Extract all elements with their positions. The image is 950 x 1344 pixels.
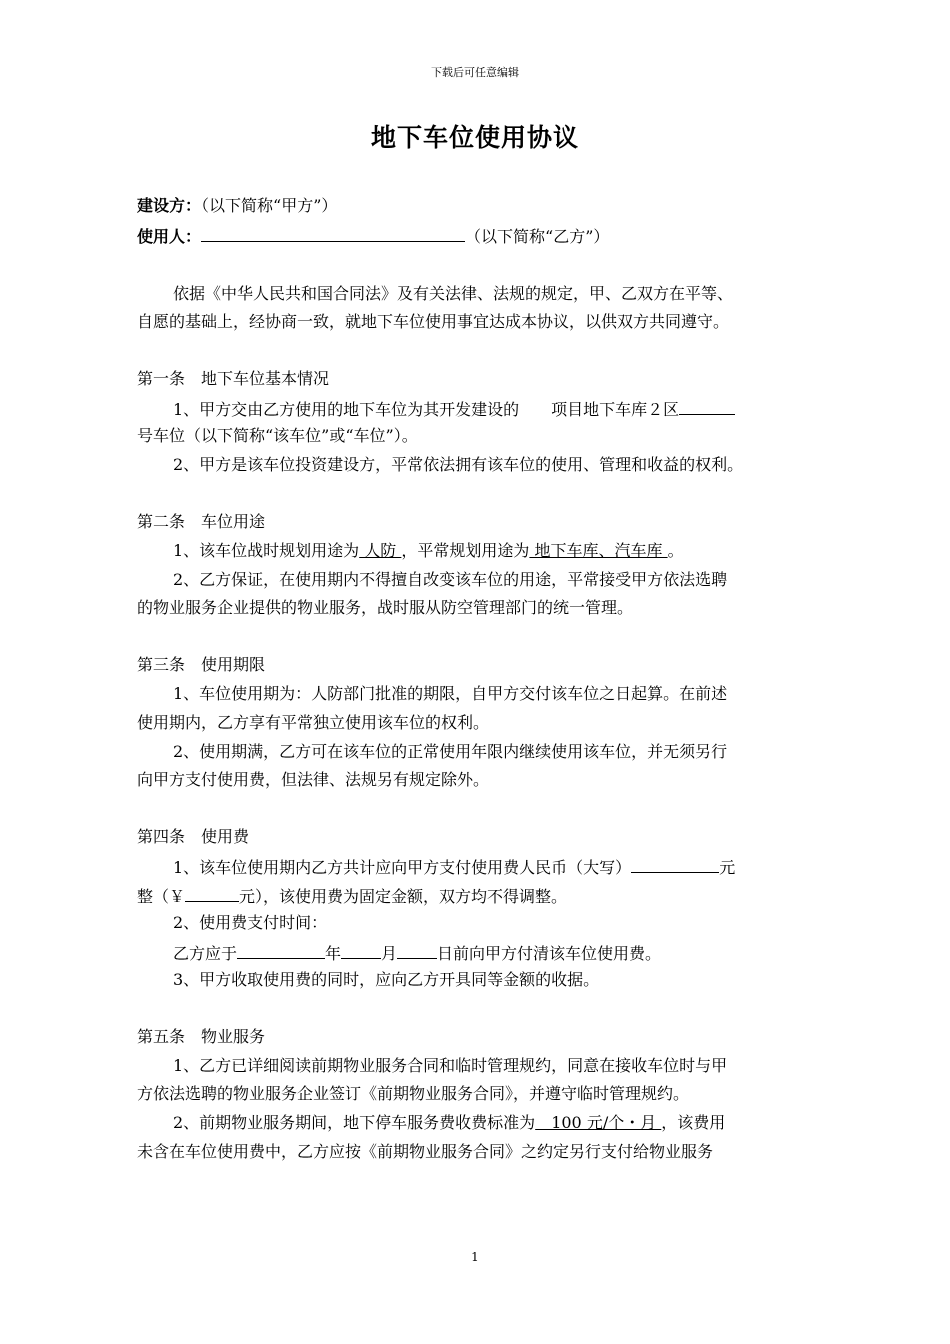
payment-year-blank[interactable]	[237, 941, 325, 959]
article4-heading: 第四条 使用费	[137, 827, 250, 846]
article2-p2-line1: 2、乙方保证，在使用期内不得擅自改变该车位的用途，平常接受甲方依法选聘	[173, 570, 728, 589]
page-header: 下载后可任意编辑	[431, 66, 519, 79]
article2-p1-text-b: ，平常规划用途为	[401, 541, 530, 560]
article4-p2: 2、使用费支付时间：	[173, 913, 328, 932]
article4-p3: 3、甲方收取使用费的同时，应向乙方开具同等金额的收据。	[173, 970, 600, 989]
article2-p1	[173, 540, 684, 562]
party-b-suffix: （以下简称“乙方”）	[465, 227, 610, 246]
article3-p2-line1: 2、使用期满，乙方可在该车位的正常使用年限内继续使用该车位，并无须另行	[173, 742, 728, 761]
article4-p2-detail	[173, 941, 661, 965]
article4-p2-text-b: 日前向甲方付清该车位使用费。	[437, 944, 662, 963]
payment-month-blank[interactable]	[341, 941, 381, 959]
article1-heading: 第一条 地下车位基本情况	[137, 369, 330, 388]
article3-p1-line1: 1、车位使用期为：人防部门批准的期限，自甲方交付该车位之日起算。在前述	[173, 684, 728, 703]
article2-p1-text-c: 。	[667, 541, 684, 560]
article5-p2-line1	[173, 1112, 725, 1134]
article4-p1-text: 1、该车位使用期内乙方共计应向甲方支付使用费人民币（大写）	[173, 858, 632, 877]
payment-day-blank[interactable]	[397, 941, 437, 959]
party-a-label: 建设方：	[137, 196, 202, 215]
year-label: 年	[325, 944, 342, 963]
article5-p2-line2: 未含在车位使用费中，乙方应按《前期物业服务合同》之约定另行支付给物业服务	[137, 1142, 714, 1161]
article4-p1-line2	[137, 884, 567, 908]
wartime-use-value: 人防	[359, 541, 402, 560]
article4-p1-line1	[173, 855, 735, 879]
article4-p1-yuan: 元	[719, 858, 736, 877]
article1-p2: 2、甲方是该车位投资建设方，平常依法拥有该车位的使用、管理和收益的权利。	[173, 455, 744, 474]
article5-p2-text-a: 2、前期物业服务期间，地下停车服务费收费标准为	[173, 1113, 536, 1132]
party-b-blank[interactable]	[201, 224, 465, 242]
party-b-line	[137, 224, 609, 248]
month-label: 月	[381, 944, 398, 963]
parking-space-area-blank[interactable]	[679, 397, 735, 415]
article4-p1-line2-text-b: 元），该使用费为固定金额，双方均不得调整。	[239, 887, 568, 906]
article5-p1-line2: 方依法选聘的物业服务企业签订《前期物业服务合同》，并遵守临时管理规约。	[137, 1084, 690, 1103]
article3-p1-line2: 使用期内，乙方享有平常独立使用该车位的权利。	[137, 713, 490, 732]
intro-line-2: 自愿的基础上，经协商一致，就地下车位使用事宜达成本协议，以供双方共同遵守。	[137, 312, 730, 331]
party-a-suffix: （以下简称“甲方”）	[201, 196, 338, 215]
document-title: 地下车位使用协议	[370, 123, 579, 152]
party-a-line	[137, 195, 337, 217]
article2-heading: 第二条 车位用途	[137, 512, 266, 531]
article1-p1-line2: 号车位（以下简称“该车位”或“车位”）。	[137, 426, 418, 445]
article2-p2-line2: 的物业服务企业提供的物业服务，战时服从防空管理部门的统一管理。	[137, 598, 634, 617]
article1-p1-line1	[173, 397, 735, 421]
article2-p1-text-a: 1、该车位战时规划用途为	[173, 541, 360, 560]
peacetime-use-value: 地下车库、汽车库	[529, 541, 668, 560]
article3-p2-line2: 向甲方支付使用费，但法律、法规另有规定除外。	[137, 770, 490, 789]
article1-p1-text: 1、甲方交由乙方使用的地下车位为其开发建设的 项目地下车库２区	[173, 400, 680, 419]
intro-line-1: 依据《中华人民共和国合同法》及有关法律、法规的规定，甲、乙双方在平等、	[173, 284, 734, 303]
parking-fee-value: 100 元/个・月	[535, 1113, 662, 1132]
page-number: 1	[471, 1250, 479, 1264]
amount-uppercase-blank[interactable]	[631, 855, 719, 873]
amount-number-blank[interactable]	[185, 884, 239, 902]
article5-p1-line1: 1、乙方已详细阅读前期物业服务合同和临时管理规约，同意在接收车位时与甲	[173, 1056, 728, 1075]
article5-p2-text-b: ，该费用	[661, 1113, 726, 1132]
article3-heading: 第三条 使用期限	[137, 655, 266, 674]
article4-p1-line2-text-a: 整（￥	[137, 887, 186, 906]
article4-p2-text-a: 乙方应于	[173, 944, 238, 963]
party-b-label: 使用人：	[137, 227, 202, 246]
article5-heading: 第五条 物业服务	[137, 1027, 266, 1046]
